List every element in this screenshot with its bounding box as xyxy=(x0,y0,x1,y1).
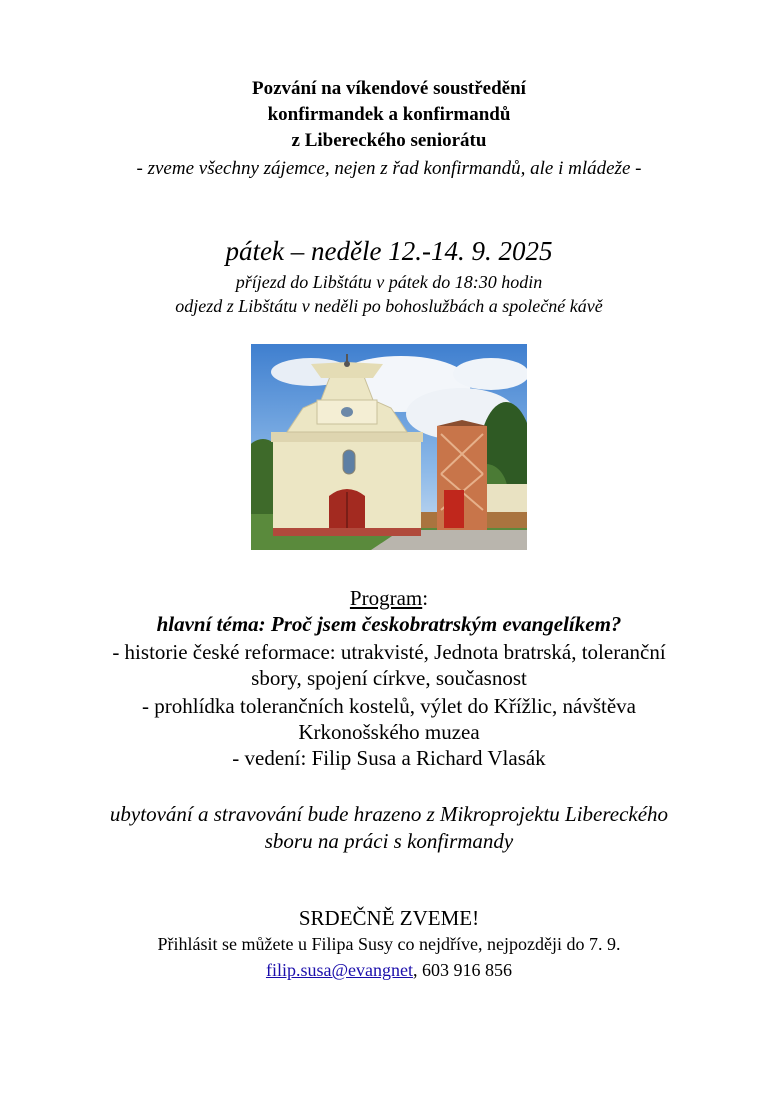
contact-line xyxy=(0,960,778,981)
title-line-2: konfirmandek a konfirmandů xyxy=(267,104,511,125)
program-theme: hlavní téma: Proč jsem českobratrským evangelíkem? xyxy=(156,612,622,636)
phone-number: 603 916 856 xyxy=(422,960,513,980)
registration-info: Přihlásit se můžete u Filipa Susy co nejdříve, nejpozději do 7. 9. xyxy=(157,934,621,954)
event-dates: pátek – neděle 12.-14. 9. 2025 xyxy=(225,236,553,266)
arrival-info: příjezd do Libštátu v pátek do 18:30 hodin xyxy=(235,272,543,292)
program-heading xyxy=(0,586,778,611)
program-colon: : xyxy=(422,586,429,610)
program-label: Program xyxy=(349,586,423,610)
title-line-1: Pozvání na víkendové soustředění xyxy=(252,78,526,99)
contact-separator: , xyxy=(413,960,423,980)
title-line-3: z Libereckého seniorátu xyxy=(291,130,487,151)
email-link[interactable]: filip.susa@evangnet xyxy=(265,960,414,980)
subtitle: - zveme všechny zájemce, nejen z řad konfirmandů, ale i mládeže - xyxy=(136,158,642,179)
program-item-line: Krkonošského muzea xyxy=(298,720,480,744)
accommodation-line-1: ubytování a stravování bude hrazeno z Mikroprojektu Libereckého xyxy=(109,802,669,826)
program-item-line: sbory, spojení církve, současnost xyxy=(251,666,527,690)
departure-info: odjezd z Libštátu v neděli po bohoslužbách a společné kávě xyxy=(175,296,603,316)
accommodation-line-2: sboru na práci s konfirmandy xyxy=(264,829,514,853)
program-item-line: - prohlídka tolerančních kostelů, výlet do Křížlic, návštěva xyxy=(142,694,636,718)
church-photo xyxy=(251,344,527,550)
program-item-line: - historie české reformace: utrakvisté, Jednota bratrská, toleranční xyxy=(112,640,666,664)
program-item-line: - vedení: Filip Susa a Richard Vlasák xyxy=(232,746,546,770)
invite-heading: SRDEČNĚ ZVEME! xyxy=(298,906,480,930)
